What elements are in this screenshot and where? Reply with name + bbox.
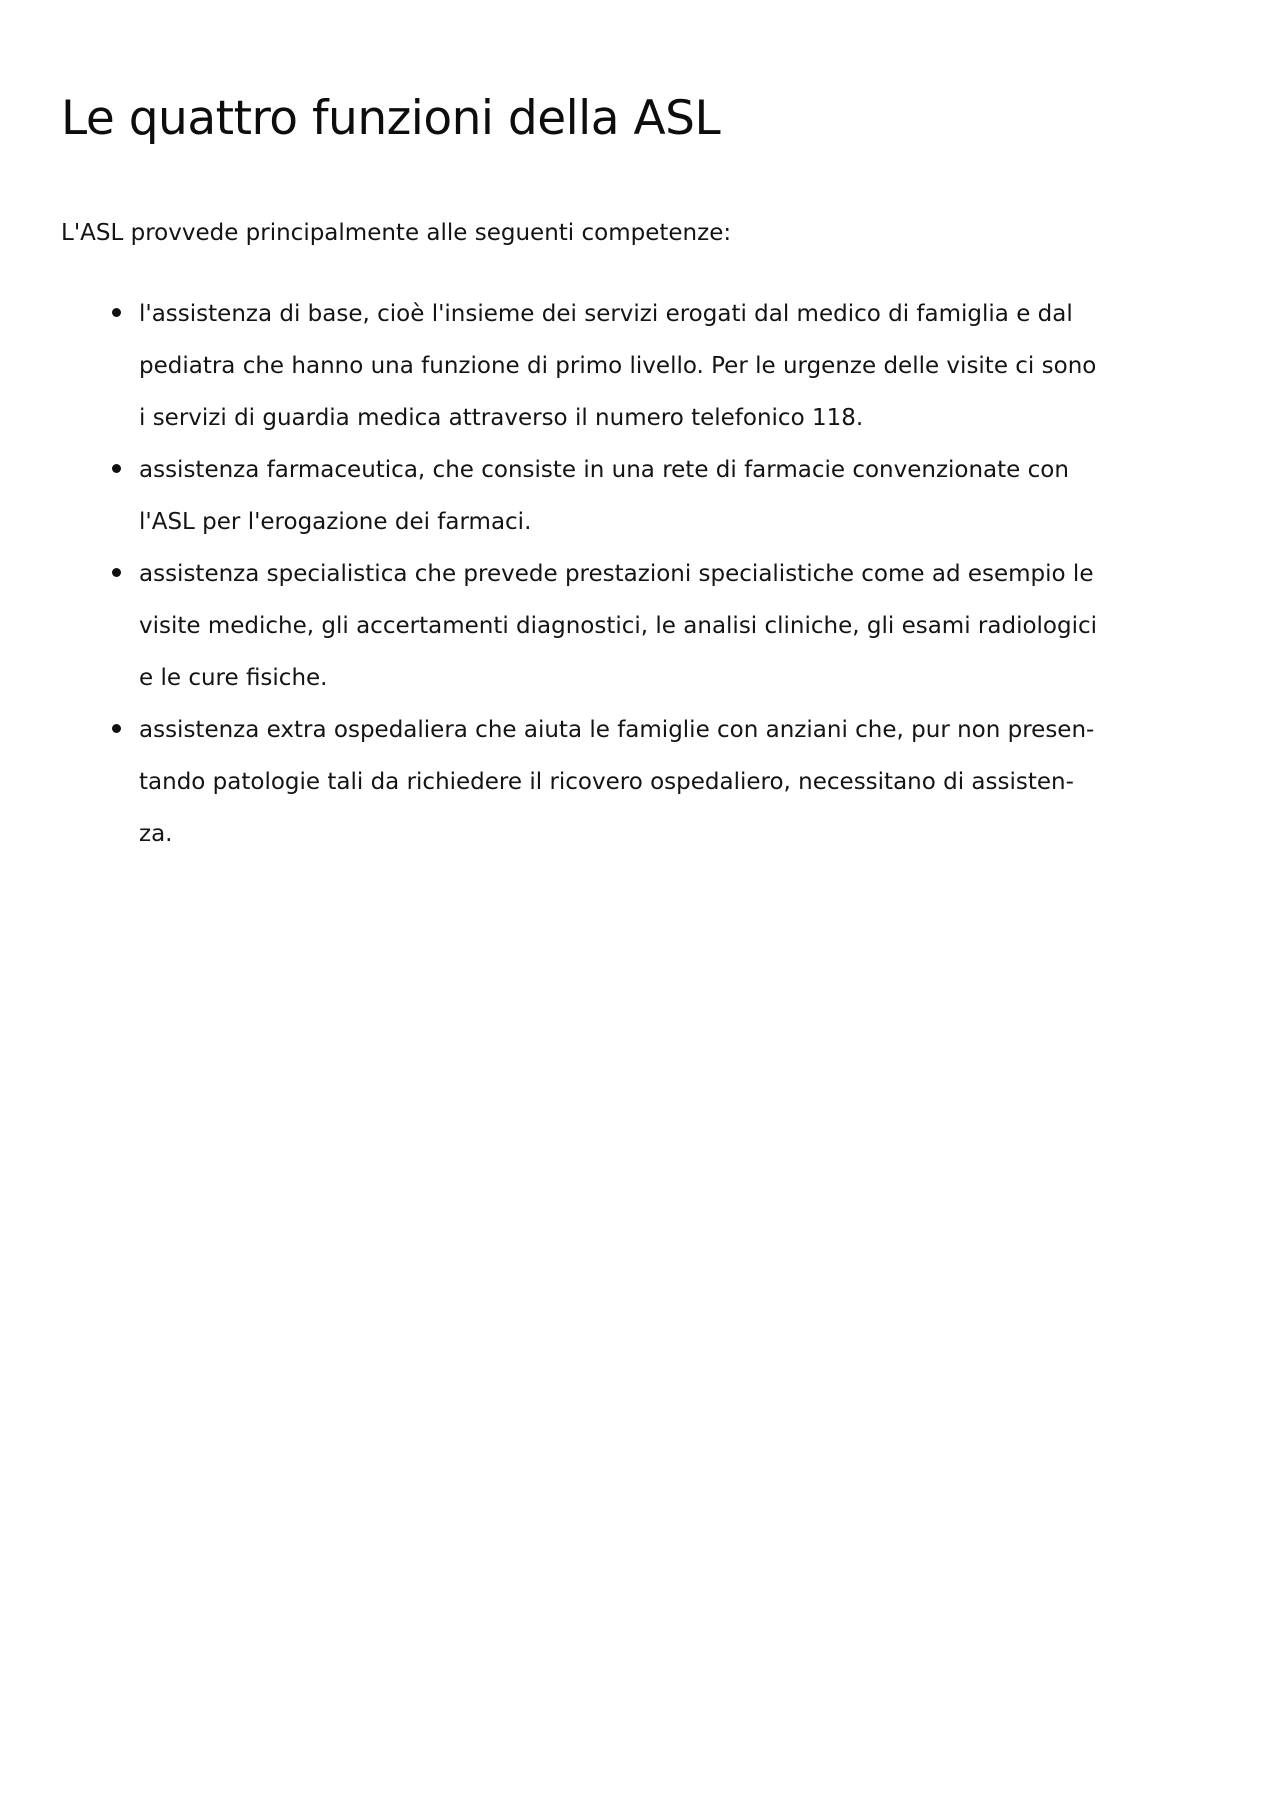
list-item-line: assistenza extra ospedaliera che aiuta le famiglie con anziani che, pur non presen- — [139, 717, 1095, 743]
list-item-line: l'ASL per l'erogazione dei farmaci. — [139, 509, 532, 535]
list-item — [139, 288, 1139, 444]
list-item — [139, 548, 1139, 704]
list-item-line: assistenza specialistica che prevede prestazioni specialistiche come ad esempio le — [139, 561, 1094, 587]
list-item-line: tando patologie tali da richiedere il ricovero ospedaliero, necessitano di assisten- — [139, 769, 1074, 795]
list-item — [139, 444, 1139, 548]
competences-list — [139, 288, 1139, 860]
list-item-line: assistenza farmaceutica, che consiste in una rete di farmacie convenzionate con — [139, 457, 1069, 483]
list-item — [139, 704, 1139, 860]
bullet-icon — [112, 724, 121, 733]
bullet-icon — [112, 308, 121, 317]
list-item-line: pediatra che hanno una funzione di primo livello. Per le urgenze delle visite ci sono — [139, 353, 1097, 379]
bullet-icon — [112, 568, 121, 577]
list-item-line: i servizi di guardia medica attraverso il numero telefonico 118. — [139, 405, 864, 431]
bullet-icon — [112, 464, 121, 473]
intro-paragraph: L'ASL provvede principalmente alle seguenti competenze: — [61, 220, 732, 246]
list-item-line: visite mediche, gli accertamenti diagnostici, le analisi cliniche, gli esami radiologici — [139, 613, 1098, 639]
page-title: Le quattro funzioni della ASL — [61, 91, 721, 146]
list-item-line: l'assistenza di base, cioè l'insieme dei servizi erogati dal medico di famiglia e dal — [139, 301, 1073, 327]
list-item-line: e le cure fisiche. — [139, 665, 328, 691]
list-item-line: za. — [139, 821, 173, 847]
